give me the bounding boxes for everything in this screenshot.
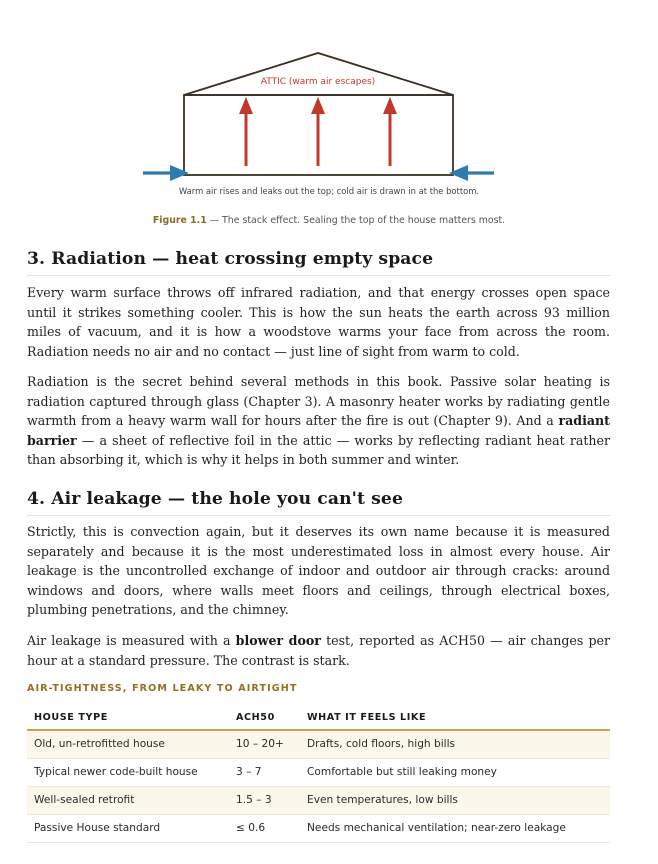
section-4-p2-text-b: test, reported as ACH50 — air changes per hour at a standard pressure. The contrast is stark. [27,633,611,668]
section-4-heading: 4. Air leakage — the hole you can't see [27,489,610,516]
figure-note: Warm air rises and leaks out the top; cold air is drawn in at the bottom. [178,186,480,196]
table-label: AIR-TIGHTNESS, FROM LEAKY TO AIRTIGHT [27,683,298,694]
cell-house-type: Passive House standard [34,822,161,834]
warm-air-arrows [239,97,397,166]
section-4-paragraph-1: Strictly, this is convection again, but it deserves its own name because it is measured separately and because it is the most underestimated loss in almost every house. Air leakage is the uncontrolled exchange of indoor and outdoor air through cracks: around windows and doors, where walls meet floors and ceilings, through electrical boxes, plumbing penetrations, and the chimney. [27,524,610,617]
roof-outline [184,53,453,95]
cell-feels-like: Even temperatures, low bills [307,794,458,806]
cell-feels-like: Comfortable but still leaking money [307,766,497,778]
header-feels-like: WHAT IT FEELS LIKE [307,712,427,723]
figure-caption-text: — The stack effect. Sealing the top of the house matters most. [206,215,506,226]
radiant-barrier-term: radiant barrier [27,413,610,448]
cell-house-type: Old, un-retrofitted house [34,738,165,750]
cell-feels-like: Drafts, cold floors, high bills [307,738,456,750]
section-3-paragraph-1: Every warm surface throws off infrared radiation, and that energy crosses open space until it strikes something cooler. This is how the sun heats the earth across 93 million miles of vacuum, and it is how a woodstove warms your face from across the room. Radiation needs no air and no contact — just line of sight from warm to cold. [27,285,610,359]
figure-caption [0,215,658,226]
table-row [27,759,610,787]
cell-house-type: Well-sealed retrofit [34,794,135,806]
cold-air-arrows [143,165,494,181]
cell-house-type: Typical newer code-built house [34,766,198,778]
cell-ach50: 3 – 7 [236,766,262,778]
figure-number: Figure 1.1 [152,215,207,226]
warm-arrow-right-head [383,97,397,114]
header-house-type: HOUSE TYPE [34,712,108,723]
section-3-heading: 3. Radiation — heat crossing empty space [27,249,610,276]
stack-effect-diagram [0,0,658,240]
table-row [27,731,610,759]
section-3-p2-text-a: Radiation is the secret behind several methods in this book. Passive solar heating is radiation captured through glass (Chapter 3). A masonry heater works by radiating gentle warmth from a heavy warm wall for hours after the fire is out (Chapter 9). And a [27,374,610,428]
stack-effect-figure [0,0,658,240]
table-row [27,815,610,843]
warm-arrow-center-head [311,97,325,114]
cold-arrow-right-head [449,165,468,181]
section-3-paragraph-2 [27,372,610,470]
cell-ach50: 1.5 – 3 [236,794,272,806]
cold-arrow-left-head [170,165,189,181]
attic-label: ATTIC (warm air escapes) [260,77,376,87]
cell-feels-like: Needs mechanical ventilation; near-zero leakage [307,822,566,834]
cell-ach50: ≤ 0.6 [236,822,266,834]
section-3-p2-text-b: — a sheet of reflective foil in the attic — works by reflecting radiant heat rather than absorbing it, which is why it helps in both summer and winter. [27,432,610,467]
blower-door-term: blower door [235,633,321,648]
table-header-row [27,704,610,731]
air-tightness-table [27,704,610,843]
section-4-paragraph-2 [27,631,610,670]
header-ach50: ACH50 [236,712,275,723]
table-row [27,787,610,815]
cell-ach50: 10 – 20+ [236,738,284,750]
warm-arrow-left-head [239,97,253,114]
section-4-p2-text-a: Air leakage is measured with a [27,633,236,648]
